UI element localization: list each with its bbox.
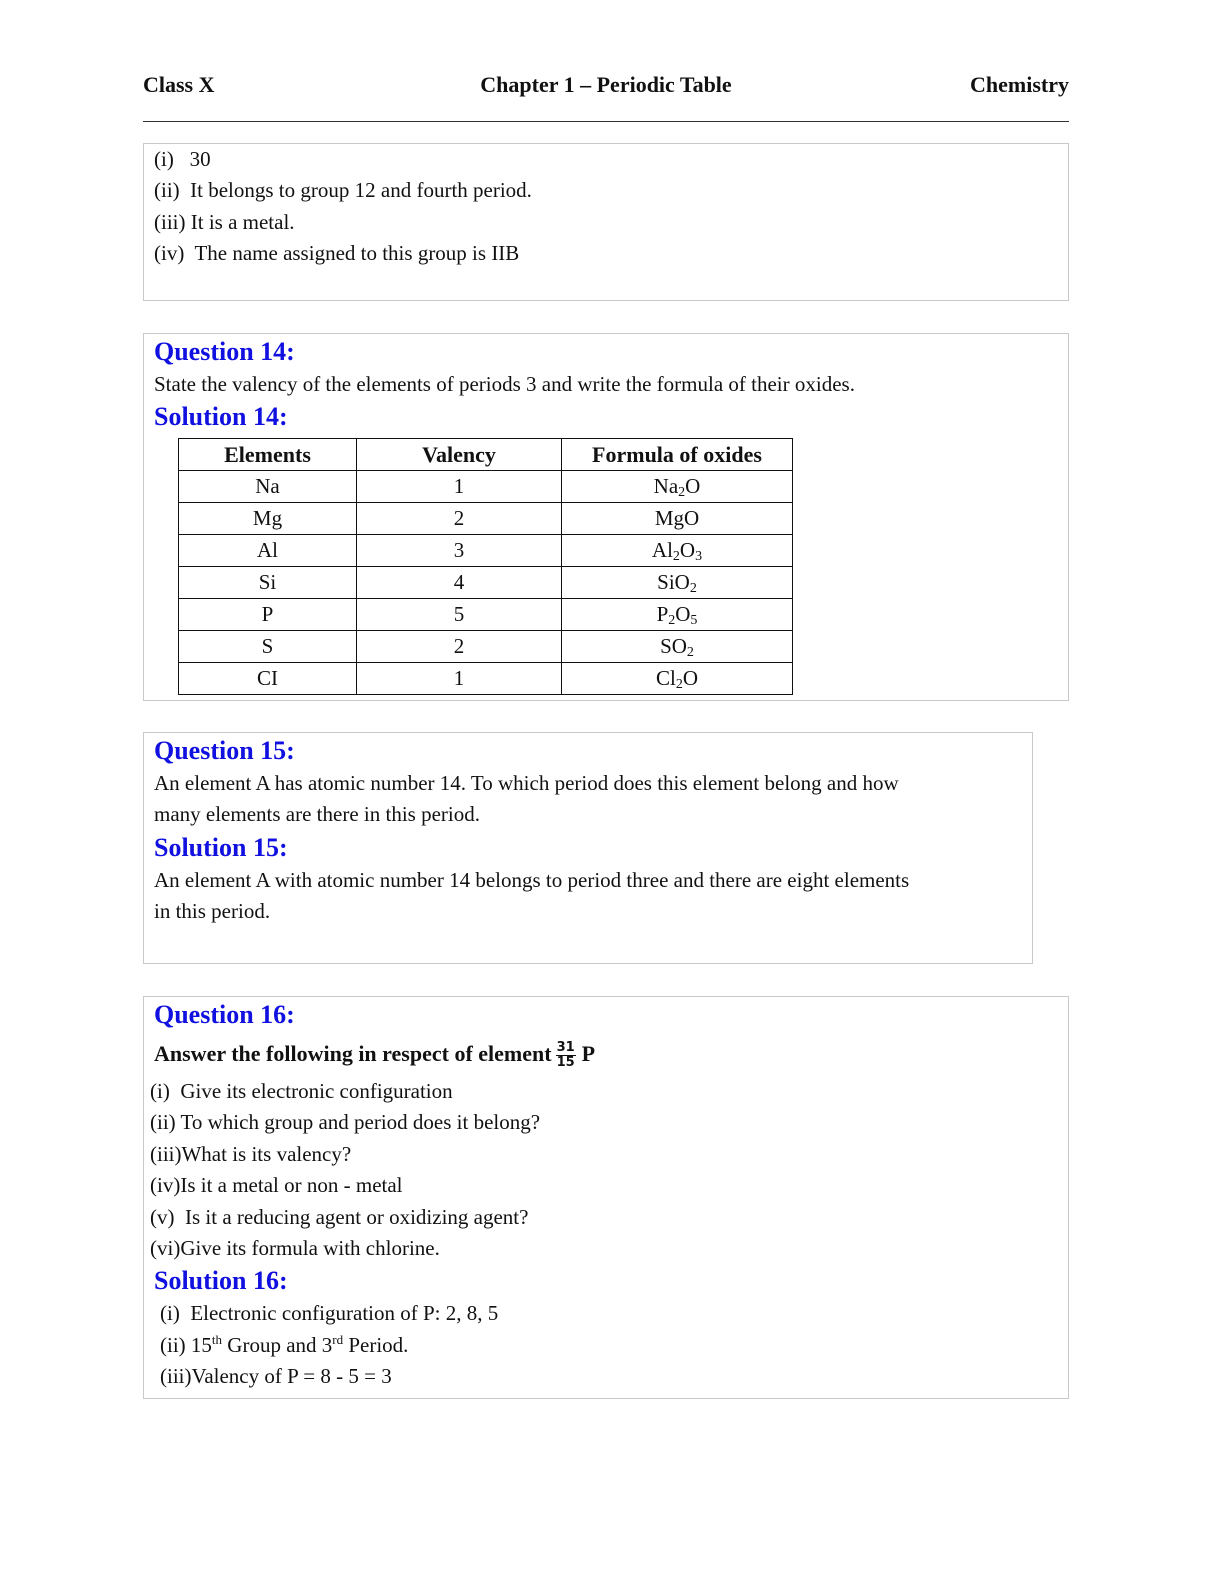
oxide-cell <box>562 599 793 631</box>
column-header: Valency <box>357 439 562 471</box>
text: O <box>675 602 691 627</box>
superscript: rd <box>332 1331 344 1347</box>
oxide-cell <box>562 503 793 535</box>
oxide-cell <box>562 471 793 503</box>
solution-16-title: Solution 16: <box>154 1266 288 1296</box>
table-row <box>179 631 793 663</box>
valency-cell: 2 <box>357 631 562 663</box>
text: SiO <box>657 570 690 595</box>
text: O <box>679 538 696 563</box>
column-header: Elements <box>179 439 357 471</box>
element-symbol: P <box>581 1041 596 1066</box>
question-16-item: (ii) To which group and period does it belong? <box>150 1110 541 1135</box>
valency-cell: 1 <box>357 471 562 503</box>
oxide-cell <box>562 535 793 567</box>
question-15-title: Question 15: <box>154 736 295 765</box>
column-header: Formula of oxides <box>562 439 793 471</box>
text: Cl <box>655 666 676 691</box>
header-divider <box>143 121 1069 122</box>
previous-solution-box <box>143 143 1069 301</box>
table-header-row <box>179 439 793 471</box>
valency-cell: 5 <box>357 599 562 631</box>
header-class: Class X <box>143 72 215 97</box>
solution-15-text: An element A with atomic number 14 belongs to period three and there are eight elements <box>154 867 910 892</box>
table-row <box>179 663 793 695</box>
table-row <box>179 503 793 535</box>
subscript: 2 <box>672 549 680 565</box>
subscript: 5 <box>690 613 698 629</box>
text: O <box>685 474 701 499</box>
table-row <box>179 599 793 631</box>
element-cell: Mg <box>179 503 357 535</box>
subscript: 3 <box>695 549 703 565</box>
text: SO <box>660 634 687 659</box>
question-15-box <box>143 732 1033 964</box>
oxide-cell <box>562 663 793 695</box>
header-subject: Chemistry <box>970 72 1069 97</box>
question-14-text: State the valency of the elements of periods 3 and write the formula of their oxides. <box>154 372 855 396</box>
question-14-title: Question 14: <box>154 337 295 366</box>
prompt-text: Answer the following in respect of element <box>154 1041 552 1066</box>
text: O <box>682 666 698 691</box>
list-item: (iii) It is a metal. <box>154 209 295 234</box>
oxide-cell <box>562 567 793 599</box>
subscript: 2 <box>675 677 683 693</box>
solution-16-item <box>160 1330 1058 1361</box>
element-cell: Al <box>179 535 357 567</box>
question-16-box <box>143 996 1069 1399</box>
question-16-item: (iii)What is its valency? <box>150 1141 352 1166</box>
question-16-prompt <box>154 1032 1058 1076</box>
valency-cell: 1 <box>357 663 562 695</box>
text: MgO <box>654 506 700 531</box>
element-cell: S <box>179 631 357 663</box>
text: (ii) 15 <box>160 1332 212 1357</box>
valency-cell: 2 <box>357 503 562 535</box>
question-14-box <box>143 333 1069 701</box>
list-item: (i) 30 <box>154 147 211 171</box>
isotope-notation <box>556 1041 576 1070</box>
element-cell: Si <box>179 567 357 599</box>
text: P <box>656 602 669 627</box>
text: Group and 3 <box>222 1332 333 1357</box>
question-15-text: An element A has atomic number 14. To which period does this element belong and how <box>154 771 899 795</box>
element-cell: P <box>179 599 357 631</box>
question-16-item: (i) Give its electronic configuration <box>150 1079 453 1103</box>
list-item: (iv) The name assigned to this group is IIB <box>154 241 520 266</box>
solution-16-item: (i) Electronic configuration of P: 2, 8, 5 <box>160 1301 499 1326</box>
element-cell: CI <box>179 663 357 695</box>
solution-15-text: in this period. <box>154 899 271 924</box>
table-row <box>179 535 793 567</box>
text: Period. <box>343 1332 409 1357</box>
subscript: 2 <box>689 581 697 597</box>
table-row <box>179 567 793 599</box>
question-16-item: (iv)Is it a metal or non - metal <box>150 1173 403 1198</box>
subscript: 2 <box>678 485 686 501</box>
solution-15-title: Solution 15: <box>154 832 288 862</box>
oxide-cell <box>562 631 793 663</box>
element-cell: Na <box>179 471 357 503</box>
solution-14-title: Solution 14: <box>154 402 288 432</box>
text: Na <box>653 474 679 499</box>
solution-16-item: (iii)Valency of P = 8 - 5 = 3 <box>160 1364 392 1389</box>
valency-table <box>178 438 793 695</box>
question-16-item: (v) Is it a reducing agent or oxidizing agent? <box>150 1204 529 1229</box>
mass-number: 31 <box>556 1040 575 1056</box>
question-15-text: many elements are there in this period. <box>154 802 480 827</box>
table-row <box>179 471 793 503</box>
question-16-title: Question 16: <box>154 1000 295 1029</box>
superscript: th <box>211 1331 223 1347</box>
valency-cell: 3 <box>357 535 562 567</box>
valency-cell: 4 <box>357 567 562 599</box>
list-item: (ii) It belongs to group 12 and fourth period. <box>154 178 532 203</box>
subscript: 2 <box>686 645 694 661</box>
question-16-item: (vi)Give its formula with chlorine. <box>150 1236 440 1261</box>
atomic-number: 15 <box>556 1055 575 1071</box>
header-chapter: Chapter 1 – Periodic Table <box>480 72 732 97</box>
subscript: 2 <box>668 613 676 629</box>
text: Al <box>651 538 673 563</box>
